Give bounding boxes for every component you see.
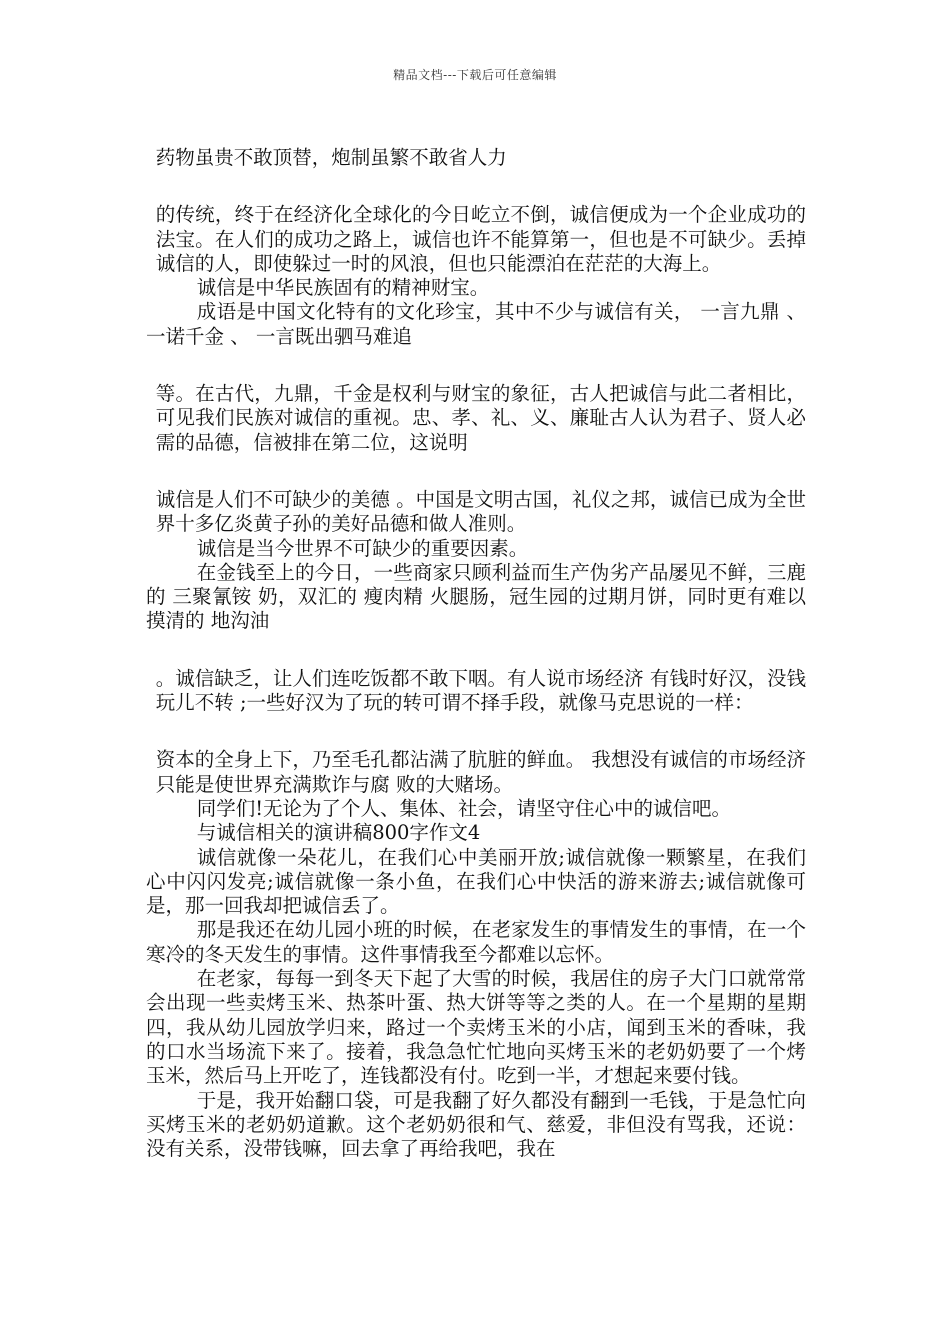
page-header: 精品文档---下载后可任意编辑	[393, 68, 557, 82]
paragraph-11: 同学们!无论为了个人、集体、社会，请坚守住心中的诚信吧。	[196, 796, 732, 820]
paragraph-13: 那是我还在幼儿园小班的时候，在老家发生的事情发生的事情，在一个寒冷的冬天发生的事情。这件事情我至今都难以忘怀。	[146, 918, 806, 966]
document-body	[146, 146, 806, 1161]
paragraph-15: 于是，我开始翻口袋，可是我翻了好久都没有翻到一毛钱，于是急忙向买烤玉米的老奶奶道歉。这个老奶奶很和气、慈爱，非但没有骂我，还说：没有关系，没带钱嘛，回去拿了再给我吧，我在	[146, 1088, 806, 1161]
paragraph-6: 诚信是人们不可缺少的美德 。中国是文明古国，礼仪之邦，诚信已成为全世界十多亿炎黄子孙的美好品德和做人准则。	[155, 487, 806, 536]
paragraph-2: 的传统，终于在经济化全球化的今日屹立不倒，诚信便成为一个企业成功的法宝。在人们的成功之路上，诚信也许不能算第一，但也是不可缺少。丢掉诚信的人，即使躲过一时的风浪，但也只能漂泊在茫茫的大海上。	[155, 203, 806, 275]
paragraph-12: 诚信就像一朵花儿，在我们心中美丽开放;诚信就像一颗繁星，在我们心中闪闪发亮;诚信就像一条小鱼，在我们心中快活的游来游去;诚信就像可是，那一回我却把诚信丢了。	[146, 845, 806, 918]
paragraph-8: 在金钱至上的今日，一些商家只顾利益而生产伪劣产品屡见不鲜，三鹿的 三聚氰铵 奶，双汇的 瘦肉精 火腿肠，冠生园的过期月饼，同时更有难以摸清的 地沟油	[146, 560, 806, 633]
section-heading: 与诚信相关的演讲稿800字作文4	[196, 821, 481, 845]
paragraph-5: 等。在古代，九鼎，千金是权利与财宝的象征，古人把诚信与此二者相比，可见我们民族对诚信的重视。忠、孝、礼、义、廉耻古人认为君子、贤人必需的品德，信被排在第二位，这说明	[155, 382, 806, 454]
paragraph-3: 诚信是中华民族固有的精神财宝。	[196, 276, 490, 300]
paragraph-1: 药物虽贵不敢顶替，炮制虽繁不敢省人力	[155, 146, 507, 169]
paragraph-14: 在老家，每每一到冬天下起了大雪的时候，我居住的房子大门口就常常会出现一些卖烤玉米、热茶叶蛋、热大饼等等之类的人。在一个星期的星期四，我从幼儿园放学归来，路过一个卖烤玉米的小店，闻到玉米的香味，我的口水当场流下来了。接着，我急急忙忙地向买烤玉米的老奶奶要了一个烤玉米，然后马上开吃了，连钱都没有付。吃到一半，才想起来要付钱。	[146, 967, 806, 1088]
paragraph-7: 诚信是当今世界不可缺少的重要因素。	[196, 536, 529, 560]
paragraph-10: 资本的全身上下，乃至毛孔都沾满了肮脏的鲜血。 我想没有诚信的市场经济只能是使世界充满欺诈与腐 败的大赌场。	[155, 748, 806, 796]
paragraph-9: 。诚信缺乏，让人们连吃饭都不敢下咽。有人说市场经济 有钱时好汉，没钱玩儿不转 ;一些好汉为了玩的转可谓不择手段，就像马克思说的一样：	[155, 666, 806, 715]
paragraph-4: 成语是中国文化特有的文化珍宝，其中不少与诚信有关， 一言九鼎 、 一诺千金 、 一言既出驷马难追	[146, 300, 806, 348]
